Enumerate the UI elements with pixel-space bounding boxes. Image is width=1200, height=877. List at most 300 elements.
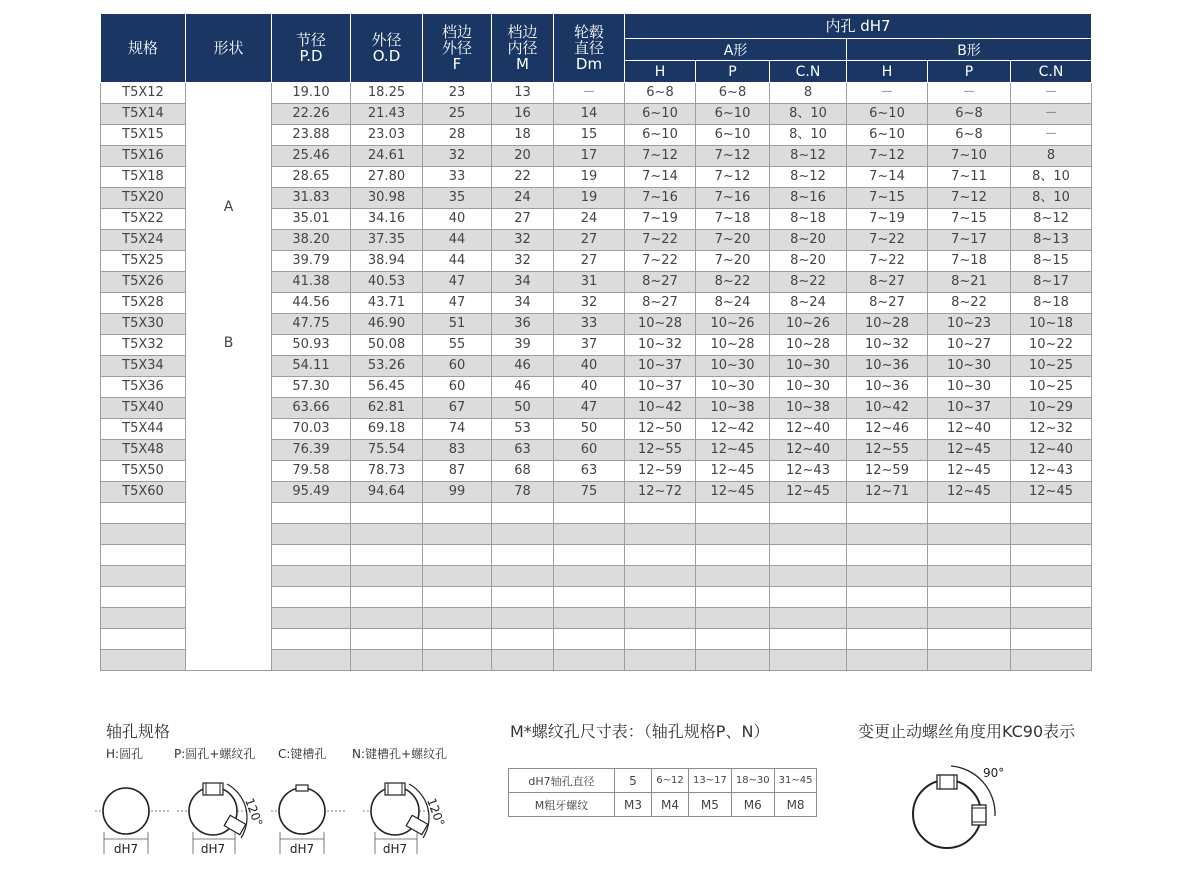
value-cell: 40: [423, 209, 492, 230]
value-cell: 60: [554, 440, 625, 461]
value-cell: 10~27: [928, 335, 1011, 356]
value-cell: 6~8: [696, 83, 770, 104]
value-cell: 10~25: [1011, 356, 1092, 377]
spec-cell: T5X34: [101, 356, 186, 377]
label-n-keyway-tapped: N:键槽孔+螺纹孔: [352, 747, 448, 761]
value-cell: 10~38: [770, 398, 847, 419]
header-a-cn: C.N: [770, 61, 847, 83]
kc90-title: 变更止动螺丝角度用KC90表示: [858, 722, 1076, 741]
value-cell: 8~27: [625, 272, 696, 293]
m-cell: 5: [615, 769, 652, 793]
value-cell: 8~12: [770, 146, 847, 167]
value-cell: [928, 545, 1011, 566]
value-cell: [1011, 566, 1092, 587]
value-cell: [1011, 587, 1092, 608]
m-row2-head: M粗牙螺纹: [509, 793, 615, 817]
value-cell: －: [1011, 83, 1092, 104]
value-cell: 56.45: [351, 377, 423, 398]
value-cell: 10~30: [696, 377, 770, 398]
value-cell: [351, 524, 423, 545]
value-cell: 8: [1011, 146, 1092, 167]
value-cell: [696, 608, 770, 629]
value-cell: 7~18: [928, 251, 1011, 272]
header-spec: 规格: [101, 14, 186, 83]
value-cell: 57.30: [272, 377, 351, 398]
angle-label: 120°: [242, 796, 266, 829]
value-cell: 46.90: [351, 314, 423, 335]
spec-cell: T5X24: [101, 230, 186, 251]
value-cell: 12~45: [1011, 482, 1092, 503]
value-cell: [1011, 545, 1092, 566]
value-cell: 8~15: [1011, 251, 1092, 272]
value-cell: [1011, 524, 1092, 545]
value-cell: [272, 503, 351, 524]
value-cell: 10~37: [928, 398, 1011, 419]
value-cell: 13: [492, 83, 554, 104]
value-cell: [696, 524, 770, 545]
value-cell: 50: [554, 419, 625, 440]
dim-label: dH7: [382, 842, 408, 856]
value-cell: 7~11: [928, 167, 1011, 188]
value-cell: 32: [423, 146, 492, 167]
value-cell: 8~27: [625, 293, 696, 314]
value-cell: [847, 503, 928, 524]
value-cell: 10~36: [847, 356, 928, 377]
value-cell: [770, 545, 847, 566]
value-cell: 40: [554, 377, 625, 398]
value-cell: [423, 524, 492, 545]
value-cell: 10~29: [1011, 398, 1092, 419]
value-cell: [696, 566, 770, 587]
header-b-cn: C.N: [1011, 61, 1092, 83]
value-cell: 7~15: [928, 209, 1011, 230]
value-cell: 8~13: [1011, 230, 1092, 251]
header-b-h: H: [847, 61, 928, 83]
header-b-p: P: [928, 61, 1011, 83]
value-cell: 99: [423, 482, 492, 503]
value-cell: 18: [492, 125, 554, 146]
value-cell: 12~59: [625, 461, 696, 482]
value-cell: 28.65: [272, 167, 351, 188]
value-cell: 10~28: [847, 314, 928, 335]
value-cell: 30.98: [351, 188, 423, 209]
spec-cell: T5X15: [101, 125, 186, 146]
m-thread-table: [508, 768, 817, 817]
dim-label: dH7: [289, 842, 315, 856]
value-cell: 63: [554, 461, 625, 482]
value-cell: －: [554, 83, 625, 104]
value-cell: 76.39: [272, 440, 351, 461]
value-cell: 43.71: [351, 293, 423, 314]
value-cell: [847, 524, 928, 545]
value-cell: [272, 545, 351, 566]
value-cell: [1011, 650, 1092, 671]
value-cell: [928, 503, 1011, 524]
value-cell: 20: [492, 146, 554, 167]
value-cell: －: [847, 83, 928, 104]
value-cell: 8~22: [770, 272, 847, 293]
value-cell: 33: [423, 167, 492, 188]
spec-cell: T5X26: [101, 272, 186, 293]
dim-label: dH7: [200, 842, 226, 856]
value-cell: 95.49: [272, 482, 351, 503]
value-cell: [696, 503, 770, 524]
value-cell: 94.64: [351, 482, 423, 503]
value-cell: [554, 545, 625, 566]
value-cell: 55: [423, 335, 492, 356]
value-cell: 10~28: [625, 314, 696, 335]
value-cell: 8~18: [1011, 293, 1092, 314]
spec-cell: T5X22: [101, 209, 186, 230]
value-cell: 8~22: [928, 293, 1011, 314]
spec-cell: [101, 503, 186, 524]
value-cell: 32: [492, 230, 554, 251]
value-cell: [492, 545, 554, 566]
value-cell: 21.43: [351, 104, 423, 125]
value-cell: [625, 566, 696, 587]
value-cell: 53.26: [351, 356, 423, 377]
value-cell: 23.88: [272, 125, 351, 146]
value-cell: [351, 629, 423, 650]
value-cell: [423, 566, 492, 587]
value-cell: 47: [423, 272, 492, 293]
value-cell: 36: [492, 314, 554, 335]
value-cell: 12~42: [696, 419, 770, 440]
value-cell: [625, 587, 696, 608]
value-cell: 8~16: [770, 188, 847, 209]
value-cell: [625, 503, 696, 524]
value-cell: [770, 650, 847, 671]
table-row: [101, 83, 1092, 104]
value-cell: [770, 566, 847, 587]
value-cell: 7~12: [625, 146, 696, 167]
spec-cell: T5X20: [101, 188, 186, 209]
value-cell: 7~19: [847, 209, 928, 230]
value-cell: [696, 629, 770, 650]
value-cell: 8~18: [770, 209, 847, 230]
value-cell: [770, 608, 847, 629]
value-cell: 7~16: [625, 188, 696, 209]
value-cell: [351, 503, 423, 524]
value-cell: －: [1011, 125, 1092, 146]
value-cell: 47: [423, 293, 492, 314]
value-cell: 25: [423, 104, 492, 125]
header-a-h: H: [625, 61, 696, 83]
value-cell: 24: [492, 188, 554, 209]
value-cell: 50.93: [272, 335, 351, 356]
spec-cell: [101, 650, 186, 671]
value-cell: 7~12: [696, 146, 770, 167]
value-cell: 10~37: [625, 356, 696, 377]
value-cell: 19: [554, 188, 625, 209]
value-cell: 69.18: [351, 419, 423, 440]
value-cell: [492, 566, 554, 587]
value-cell: 10~30: [928, 377, 1011, 398]
value-cell: [928, 566, 1011, 587]
value-cell: 60: [423, 356, 492, 377]
value-cell: 12~45: [696, 440, 770, 461]
header-a-p: P: [696, 61, 770, 83]
value-cell: 6~8: [625, 83, 696, 104]
value-cell: 23.03: [351, 125, 423, 146]
header-pd: 节径 P.D: [272, 14, 351, 83]
m-cell: M8: [774, 793, 817, 817]
kc90-angle-label: 90°: [983, 766, 1005, 780]
header-od: 外径 O.D: [351, 14, 423, 83]
value-cell: 6~10: [625, 104, 696, 125]
value-cell: [847, 650, 928, 671]
value-cell: 8: [770, 83, 847, 104]
value-cell: 27.80: [351, 167, 423, 188]
header-flange-od: 档边 外径 F: [423, 14, 492, 83]
value-cell: 12~40: [1011, 440, 1092, 461]
value-cell: 10~37: [625, 377, 696, 398]
spec-cell: T5X30: [101, 314, 186, 335]
value-cell: 67: [423, 398, 492, 419]
spec-cell: T5X12: [101, 83, 186, 104]
value-cell: 50.08: [351, 335, 423, 356]
value-cell: 6~8: [928, 104, 1011, 125]
m-cell: 18~30: [731, 769, 774, 793]
value-cell: [351, 650, 423, 671]
value-cell: 34: [492, 272, 554, 293]
spec-cell: T5X44: [101, 419, 186, 440]
value-cell: 16: [492, 104, 554, 125]
value-cell: 12~43: [770, 461, 847, 482]
value-cell: 8~27: [847, 272, 928, 293]
value-cell: 12~40: [770, 419, 847, 440]
value-cell: [423, 587, 492, 608]
value-cell: 47.75: [272, 314, 351, 335]
value-cell: 10~26: [696, 314, 770, 335]
spec-cell: T5X18: [101, 167, 186, 188]
value-cell: 35: [423, 188, 492, 209]
m-cell: 6~12: [652, 769, 689, 793]
value-cell: 46: [492, 377, 554, 398]
value-cell: 44: [423, 251, 492, 272]
value-cell: 12~55: [847, 440, 928, 461]
spec-cell: T5X36: [101, 377, 186, 398]
spec-cell: T5X60: [101, 482, 186, 503]
label-p-round-tapped: P:圆孔+螺纹孔: [174, 747, 256, 761]
value-cell: 34: [492, 293, 554, 314]
value-cell: 19: [554, 167, 625, 188]
bore-c-diagram: [271, 785, 345, 856]
header-shape: 形状: [186, 14, 272, 83]
m-cell: 13~17: [689, 769, 732, 793]
m-cell: M5: [689, 793, 732, 817]
value-cell: [625, 524, 696, 545]
spec-cell: [101, 587, 186, 608]
value-cell: [492, 629, 554, 650]
value-cell: [847, 608, 928, 629]
value-cell: [847, 545, 928, 566]
value-cell: 24.61: [351, 146, 423, 167]
value-cell: 83: [423, 440, 492, 461]
m-cell: M4: [652, 793, 689, 817]
value-cell: 8、10: [1011, 167, 1092, 188]
value-cell: 40.53: [351, 272, 423, 293]
value-cell: 10~28: [696, 335, 770, 356]
value-cell: [1011, 608, 1092, 629]
value-cell: 10~42: [847, 398, 928, 419]
value-cell: 31: [554, 272, 625, 293]
value-cell: 24: [554, 209, 625, 230]
value-cell: 38.94: [351, 251, 423, 272]
value-cell: 37: [554, 335, 625, 356]
value-cell: [272, 524, 351, 545]
spec-table: [100, 13, 1092, 671]
value-cell: [770, 587, 847, 608]
value-cell: 18.25: [351, 83, 423, 104]
value-cell: 87: [423, 461, 492, 482]
value-cell: 6~8: [928, 125, 1011, 146]
value-cell: 7~18: [696, 209, 770, 230]
value-cell: 51: [423, 314, 492, 335]
value-cell: 7~22: [847, 251, 928, 272]
value-cell: [423, 629, 492, 650]
dim-label: dH7: [113, 842, 139, 856]
value-cell: 17: [554, 146, 625, 167]
value-cell: 7~16: [696, 188, 770, 209]
value-cell: 10~28: [770, 335, 847, 356]
value-cell: [928, 629, 1011, 650]
value-cell: 7~19: [625, 209, 696, 230]
shape-b-label: B: [223, 335, 234, 351]
value-cell: 12~43: [1011, 461, 1092, 482]
value-cell: 62.81: [351, 398, 423, 419]
value-cell: 8~24: [696, 293, 770, 314]
value-cell: 70.03: [272, 419, 351, 440]
value-cell: 7~20: [696, 251, 770, 272]
value-cell: 10~23: [928, 314, 1011, 335]
value-cell: [928, 608, 1011, 629]
value-cell: 12~45: [928, 440, 1011, 461]
value-cell: 19.10: [272, 83, 351, 104]
value-cell: 8~27: [847, 293, 928, 314]
value-cell: 44.56: [272, 293, 351, 314]
value-cell: [272, 587, 351, 608]
value-cell: 32: [554, 293, 625, 314]
value-cell: 12~45: [928, 482, 1011, 503]
m-thread-row-diameter: [509, 769, 817, 793]
value-cell: 27: [554, 251, 625, 272]
value-cell: [625, 650, 696, 671]
value-cell: 8~17: [1011, 272, 1092, 293]
value-cell: 22.26: [272, 104, 351, 125]
value-cell: 53: [492, 419, 554, 440]
value-cell: [554, 650, 625, 671]
spec-cell: T5X14: [101, 104, 186, 125]
value-cell: 39.79: [272, 251, 351, 272]
value-cell: 75: [554, 482, 625, 503]
value-cell: [625, 545, 696, 566]
value-cell: 8、10: [1011, 188, 1092, 209]
value-cell: 79.58: [272, 461, 351, 482]
spec-cell: T5X40: [101, 398, 186, 419]
value-cell: [770, 524, 847, 545]
value-cell: 8~20: [770, 230, 847, 251]
label-h-round-bore: H:圆孔: [106, 747, 144, 761]
value-cell: 7~22: [625, 251, 696, 272]
value-cell: [351, 545, 423, 566]
value-cell: [351, 608, 423, 629]
shaft-spec-title: 轴孔规格: [106, 722, 171, 741]
header-hub-diameter: 轮毂 直径 Dm: [554, 14, 625, 83]
value-cell: 39: [492, 335, 554, 356]
value-cell: 78.73: [351, 461, 423, 482]
value-cell: [492, 503, 554, 524]
value-cell: [1011, 503, 1092, 524]
value-cell: 31.83: [272, 188, 351, 209]
value-cell: 10~36: [847, 377, 928, 398]
value-cell: 10~42: [625, 398, 696, 419]
value-cell: 12~45: [696, 482, 770, 503]
value-cell: [928, 587, 1011, 608]
value-cell: 38.20: [272, 230, 351, 251]
value-cell: 50: [492, 398, 554, 419]
value-cell: 12~40: [928, 419, 1011, 440]
value-cell: 12~45: [696, 461, 770, 482]
value-cell: [770, 629, 847, 650]
value-cell: 46: [492, 356, 554, 377]
label-c-keyway: C:键槽孔: [278, 747, 327, 761]
value-cell: [554, 587, 625, 608]
value-cell: 7~22: [847, 230, 928, 251]
value-cell: 8、10: [770, 104, 847, 125]
value-cell: 22: [492, 167, 554, 188]
m-cell: M3: [615, 793, 652, 817]
value-cell: 7~12: [847, 146, 928, 167]
value-cell: [423, 545, 492, 566]
value-cell: 6~10: [696, 104, 770, 125]
spec-cell: T5X16: [101, 146, 186, 167]
header-flange-id: 档边 内径 M: [492, 14, 554, 83]
value-cell: 7~15: [847, 188, 928, 209]
value-cell: 8~12: [770, 167, 847, 188]
value-cell: 8、10: [770, 125, 847, 146]
value-cell: 12~55: [625, 440, 696, 461]
value-cell: [696, 650, 770, 671]
value-cell: 78: [492, 482, 554, 503]
value-cell: 14: [554, 104, 625, 125]
spec-cell: T5X25: [101, 251, 186, 272]
value-cell: 10~22: [1011, 335, 1092, 356]
value-cell: 7~10: [928, 146, 1011, 167]
header-a-group: A形: [625, 39, 847, 61]
value-cell: [554, 524, 625, 545]
value-cell: 10~18: [1011, 314, 1092, 335]
value-cell: 63.66: [272, 398, 351, 419]
m-cell: M6: [731, 793, 774, 817]
value-cell: [847, 587, 928, 608]
value-cell: [554, 566, 625, 587]
spec-cell: [101, 566, 186, 587]
value-cell: [272, 629, 351, 650]
value-cell: 12~46: [847, 419, 928, 440]
m-thread-row-size: [509, 793, 817, 817]
spec-cell: [101, 545, 186, 566]
value-cell: 10~30: [770, 356, 847, 377]
value-cell: 10~25: [1011, 377, 1092, 398]
value-cell: 7~12: [928, 188, 1011, 209]
value-cell: 28: [423, 125, 492, 146]
value-cell: 37.35: [351, 230, 423, 251]
header-b-group: B形: [847, 39, 1092, 61]
value-cell: 10~30: [928, 356, 1011, 377]
value-cell: －: [928, 83, 1011, 104]
value-cell: 10~32: [625, 335, 696, 356]
